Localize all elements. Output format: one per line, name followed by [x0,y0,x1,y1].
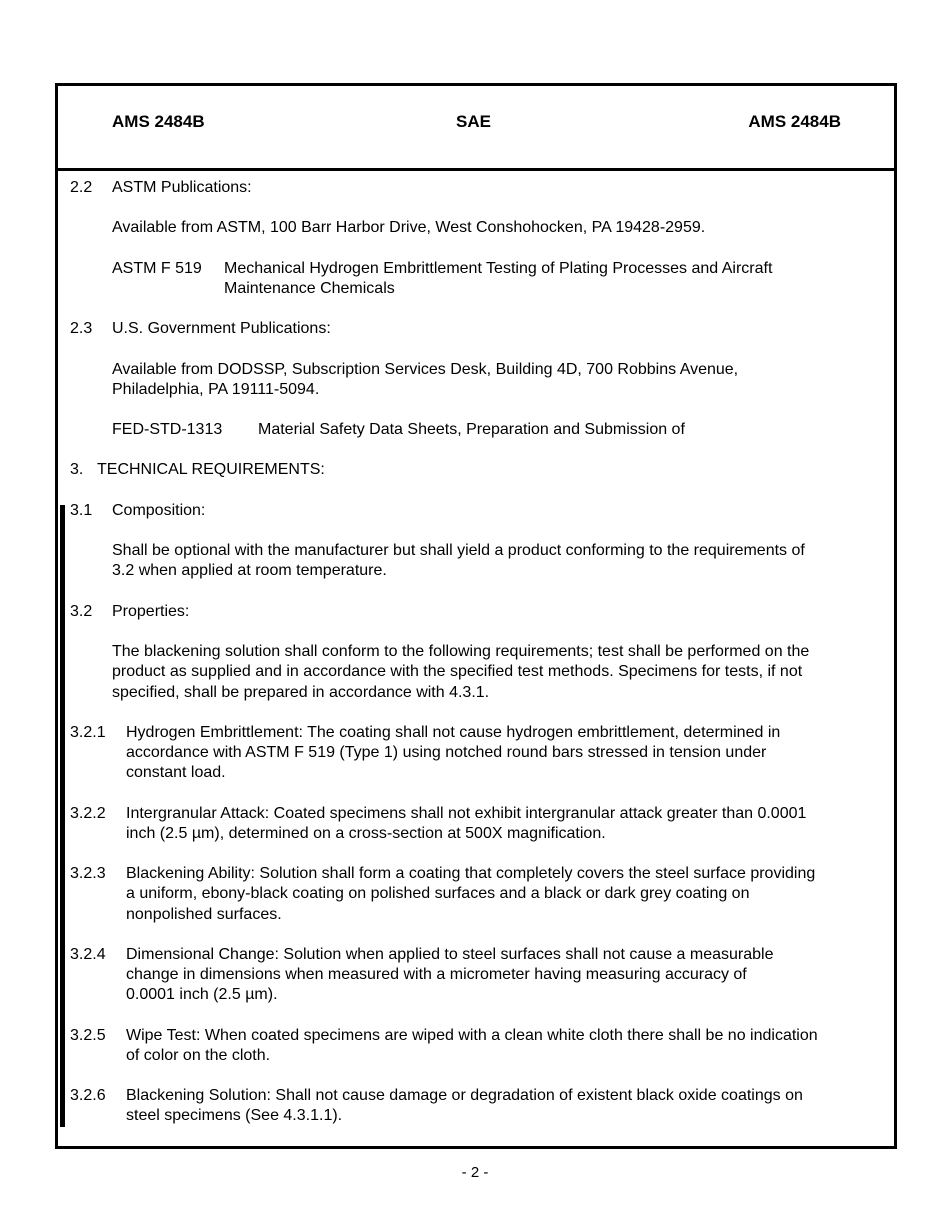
paragraph-text: steel specimens (See 4.3.1.1). [126,1107,343,1124]
page-number: - 2 - [461,1164,489,1181]
paragraph-text: 3.2 when applied at room temperature. [112,562,387,579]
paragraph-text: change in dimensions when measured with a micrometer having measuring accuracy of [126,966,747,983]
section-title: TECHNICAL REQUIREMENTS: [97,461,325,478]
header-doc-number-right: AMS 2484B [748,112,841,131]
paragraph-text: Intergranular Attack: Coated specimens shall not exhibit intergranular attack greater than 0.0001 [126,805,807,822]
section-number: 2.2 [70,179,93,196]
paragraph-text: Philadelphia, PA 19111-5094. [112,381,320,398]
paragraph-text: Available from DODSSP, Subscription Services Desk, Building 4D, 700 Robbins Avenue, [112,361,739,378]
reference-code: ASTM F 519 [112,260,202,277]
paragraph-text: 0.0001 inch (2.5 µm). [126,986,278,1003]
section-number: 3.2.1 [70,724,106,741]
paragraph-text: Blackening Ability: Solution shall form a coating that completely covers the steel surface providing [126,865,816,882]
section-title: Properties: [112,603,190,620]
page-header [58,86,894,171]
header-doc-number-left: AMS 2484B [112,112,205,131]
reference-title: Maintenance Chemicals [224,280,395,297]
section-number: 3.2.2 [70,805,106,822]
section-number: 3.2 [70,603,93,620]
paragraph-text: Available from ASTM, 100 Barr Harbor Drive, West Conshohocken, PA 19428-2959. [112,219,706,236]
change-bar [60,505,65,1127]
section-title: ASTM Publications: [112,179,252,196]
paragraph-text: Wipe Test: When coated specimens are wiped with a clean white cloth there shall be no indication [126,1027,818,1044]
paragraph-text: Shall be optional with the manufacturer but shall yield a product conforming to the requirements of [112,542,805,559]
section-number: 3.2.3 [70,865,106,882]
paragraph-text: inch (2.5 µm), determined on a cross-section at 500X magnification. [126,825,606,842]
reference-code: FED-STD-1313 [112,421,223,438]
section-number: 3. [70,461,84,478]
header-publisher: SAE [456,112,491,131]
paragraph-text: constant load. [126,764,226,781]
paragraph-text: specified, shall be prepared in accordance with 4.3.1. [112,684,490,701]
paragraph-text: of color on the cloth. [126,1047,271,1064]
section-number: 2.3 [70,320,93,337]
paragraph-text: The blackening solution shall conform to the following requirements; test shall be performed on the [112,643,810,660]
paragraph-text: accordance with ASTM F 519 (Type 1) using notched round bars stressed in tension under [126,744,767,761]
paragraph-text: a uniform, ebony-black coating on polished surfaces and a black or dark grey coating on [126,885,750,902]
section-title: Composition: [112,502,206,519]
paragraph-text: Hydrogen Embrittlement: The coating shall not cause hydrogen embrittlement, determined in [126,724,781,741]
paragraph-text: Dimensional Change: Solution when applied to steel surfaces shall not cause a measurable [126,946,774,963]
paragraph-text: Blackening Solution: Shall not cause damage or degradation of existent black oxide coatings on [126,1087,803,1104]
section-title: U.S. Government Publications: [112,320,331,337]
section-number: 3.2.5 [70,1027,106,1044]
section-number: 3.2.4 [70,946,106,963]
section-number: 3.2.6 [70,1087,106,1104]
paragraph-text: nonpolished surfaces. [126,906,282,923]
paragraph-text: product as supplied and in accordance with the specified test methods. Specimens for tests, if not [112,663,803,680]
reference-title: Material Safety Data Sheets, Preparation and Submission of [258,421,685,438]
reference-title: Mechanical Hydrogen Embrittlement Testing of Plating Processes and Aircraft [224,260,773,277]
section-number: 3.1 [70,502,93,519]
